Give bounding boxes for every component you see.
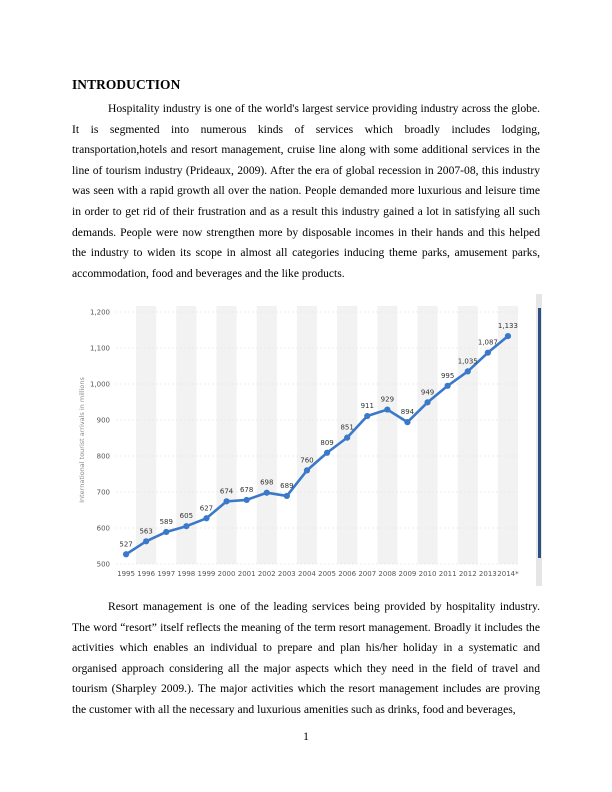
column-band xyxy=(418,306,438,564)
x-tick-label: 2006 xyxy=(338,570,357,578)
x-tick-label: 2007 xyxy=(358,570,377,578)
x-tick-label: 1998 xyxy=(177,570,196,578)
paragraph-intro-text: Hospitality industry is one of the world's largest service providing industry across the globe. It is segmented into numerous kinds of services which broadly includes lodging, transportation,hotels and resort management, cruise line along with some additional services in the line of tourism industry (Prideaux, 2009). After the era of global recession in 2007-08, this industry was seen with a rapid growth all over the nation. People demanded more luxurious and leisure time in order to get rid of their frustration and as a result this industry gained a lot in satisfying all such demands. People were now strengthen more by disposable incomes in their hands and this helped the industry to widen its scope in almost all categories inducing theme parks, amusement parks, accommodation, food and beverages and the like products. xyxy=(72,102,540,280)
data-label: 1,087 xyxy=(477,338,498,347)
x-tick-label: 1996 xyxy=(137,570,156,578)
data-point xyxy=(364,413,370,419)
x-tick-label: 1997 xyxy=(157,570,176,578)
page-number: 1 xyxy=(303,730,309,743)
y-tick-label: 700 xyxy=(96,488,110,497)
data-point xyxy=(163,529,169,535)
column-band xyxy=(257,306,277,564)
chart-svg xyxy=(72,294,542,586)
data-label: 894 xyxy=(400,408,415,417)
data-point xyxy=(424,399,430,405)
data-label: 1,035 xyxy=(457,357,478,366)
paragraph-resort-text: Resort management is one of the leading services being provided by hospitality industry. The word “resort” itself reflects the meaning of the term resort management. Broadly it includes the activities which enables an individual to prepare and plan his/her holiday in a systematic and organised approach considering all the major aspects which they need in the field of travel and tourism (Sharpley 2009.). The major activities which the resort management includes are proving the customer with all the necessary and luxurious amenities such as drinks, food and beverages, xyxy=(72,600,540,716)
y-tick-label: 900 xyxy=(96,416,110,425)
y-tick-label: 1,200 xyxy=(89,308,110,317)
data-label: 678 xyxy=(239,485,254,494)
x-tick-label: 2014* xyxy=(497,570,519,578)
y-tick-label: 1,000 xyxy=(89,380,110,389)
x-tick-label: 2004 xyxy=(298,570,316,578)
x-tick-label: 2013 xyxy=(478,570,497,578)
section-heading: INTRODUCTION xyxy=(72,77,181,92)
data-point xyxy=(485,350,491,356)
paragraph-resort xyxy=(72,597,540,721)
data-label: 689 xyxy=(280,481,294,490)
x-tick-label: 2005 xyxy=(318,570,336,578)
data-label: 760 xyxy=(300,456,314,465)
tourist-arrivals-chart xyxy=(72,294,542,586)
data-point xyxy=(404,419,410,425)
data-point xyxy=(465,368,471,374)
x-tick-label: 2000 xyxy=(217,570,236,578)
column-band xyxy=(458,306,478,564)
data-label: 627 xyxy=(199,504,214,513)
y-axis-label: International tourist arrivals in millions xyxy=(78,377,86,503)
x-tick-label: 2002 xyxy=(257,570,276,578)
column-band xyxy=(297,306,317,564)
column-band xyxy=(217,306,237,564)
data-point xyxy=(264,490,270,496)
scrollbar-thumb xyxy=(538,308,541,558)
column-band xyxy=(377,306,397,564)
data-label: 995 xyxy=(440,371,455,380)
x-tick-label: 2001 xyxy=(237,570,256,578)
data-label: 674 xyxy=(219,487,234,496)
data-label: 809 xyxy=(320,438,334,447)
data-label: 589 xyxy=(159,517,173,526)
data-point xyxy=(123,551,129,557)
y-tick-label: 500 xyxy=(96,560,110,569)
column-band xyxy=(498,306,518,564)
x-tick-label: 2011 xyxy=(438,570,457,578)
y-tick-label: 800 xyxy=(96,452,110,461)
data-point xyxy=(183,523,189,529)
data-point xyxy=(344,435,350,441)
x-tick-label: 2008 xyxy=(378,570,397,578)
x-tick-label: 2003 xyxy=(277,570,296,578)
data-point xyxy=(384,406,390,412)
data-point xyxy=(284,493,290,499)
data-point xyxy=(324,450,330,456)
data-label: 563 xyxy=(139,527,153,536)
y-tick-label: 600 xyxy=(96,524,110,533)
data-point xyxy=(445,383,451,389)
data-label: 949 xyxy=(420,388,435,397)
x-tick-label: 2010 xyxy=(418,570,437,578)
data-point xyxy=(304,467,310,473)
data-label: 911 xyxy=(360,402,374,411)
x-tick-label: 1995 xyxy=(117,570,135,578)
data-label: 851 xyxy=(340,423,354,432)
x-tick-label: 2012 xyxy=(458,570,477,578)
x-tick-label: 2009 xyxy=(398,570,417,578)
data-label: 698 xyxy=(260,478,274,487)
data-label: 527 xyxy=(119,540,133,549)
data-point xyxy=(203,515,209,521)
data-point xyxy=(244,497,250,503)
data-point xyxy=(505,333,511,339)
paragraph-intro xyxy=(72,99,540,284)
y-tick-label: 1,100 xyxy=(89,344,110,353)
data-label: 929 xyxy=(380,395,395,404)
data-point xyxy=(143,538,149,544)
data-point xyxy=(223,498,229,504)
data-label: 1,133 xyxy=(497,322,518,331)
x-tick-label: 1999 xyxy=(197,570,216,578)
column-band xyxy=(136,306,156,564)
data-label: 605 xyxy=(179,512,194,521)
